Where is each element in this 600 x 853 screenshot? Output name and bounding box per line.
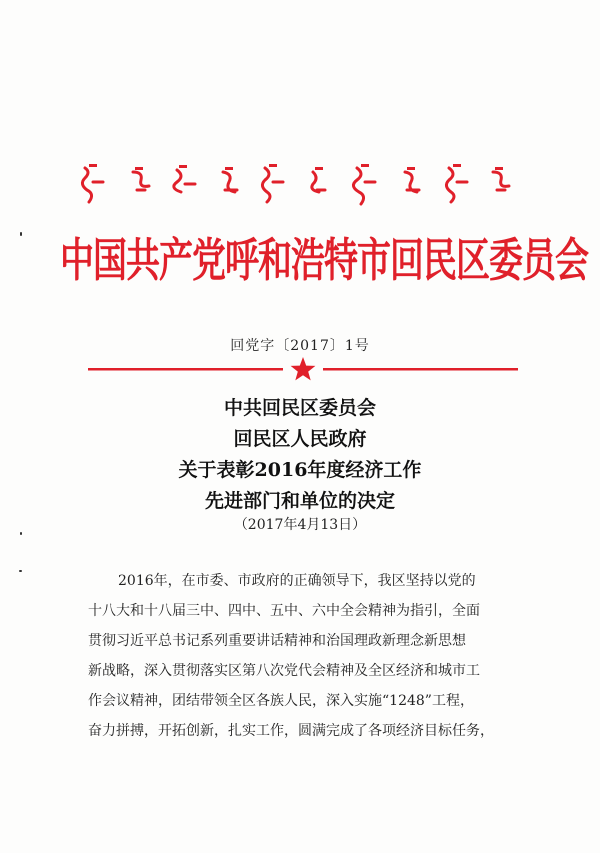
- scan-speck: [20, 532, 22, 535]
- body-line: 2016年，在市委、市政府的正确领导下，我区坚持以党的: [118, 573, 476, 589]
- red-divider-rule: [88, 356, 518, 382]
- body-paragraph: [88, 566, 526, 746]
- organization-header: 中国共产党呼和浩特市回民区委员会: [60, 234, 588, 288]
- body-line: 十八大和十八届三中、四中、五中、六中全会精神为指引，全面: [88, 603, 480, 619]
- star-icon: [291, 357, 316, 380]
- title-line: 回民区人民政府: [233, 428, 367, 450]
- body-line: 贯彻习近平总书记系列重要讲话精神和治国理政新理念新思想: [88, 633, 466, 649]
- body-line: 新战略，深入贯彻落实区第八次党代会精神及全区经济和城市工: [88, 663, 480, 679]
- document-number: 回党字〔2017〕1号: [230, 338, 370, 354]
- scan-speck: [19, 570, 22, 572]
- body-line: 奋力拼搏，开拓创新，扎实工作，圆满完成了各项经济目标任务，: [88, 723, 494, 739]
- document-date: （2017年4月13日）: [233, 517, 367, 533]
- title-line: 关于表彰2016年度经济工作: [178, 459, 422, 481]
- title-line: 中共回民区委员会: [223, 397, 376, 419]
- mongolian-script-heading: [75, 160, 535, 210]
- document-title: [0, 393, 600, 517]
- body-line: 作会议精神，团结带领全区各族人民，深入实施“1248”工程，: [88, 693, 474, 709]
- title-line: 先进部门和单位的决定: [204, 490, 395, 512]
- scan-speck: [20, 232, 22, 236]
